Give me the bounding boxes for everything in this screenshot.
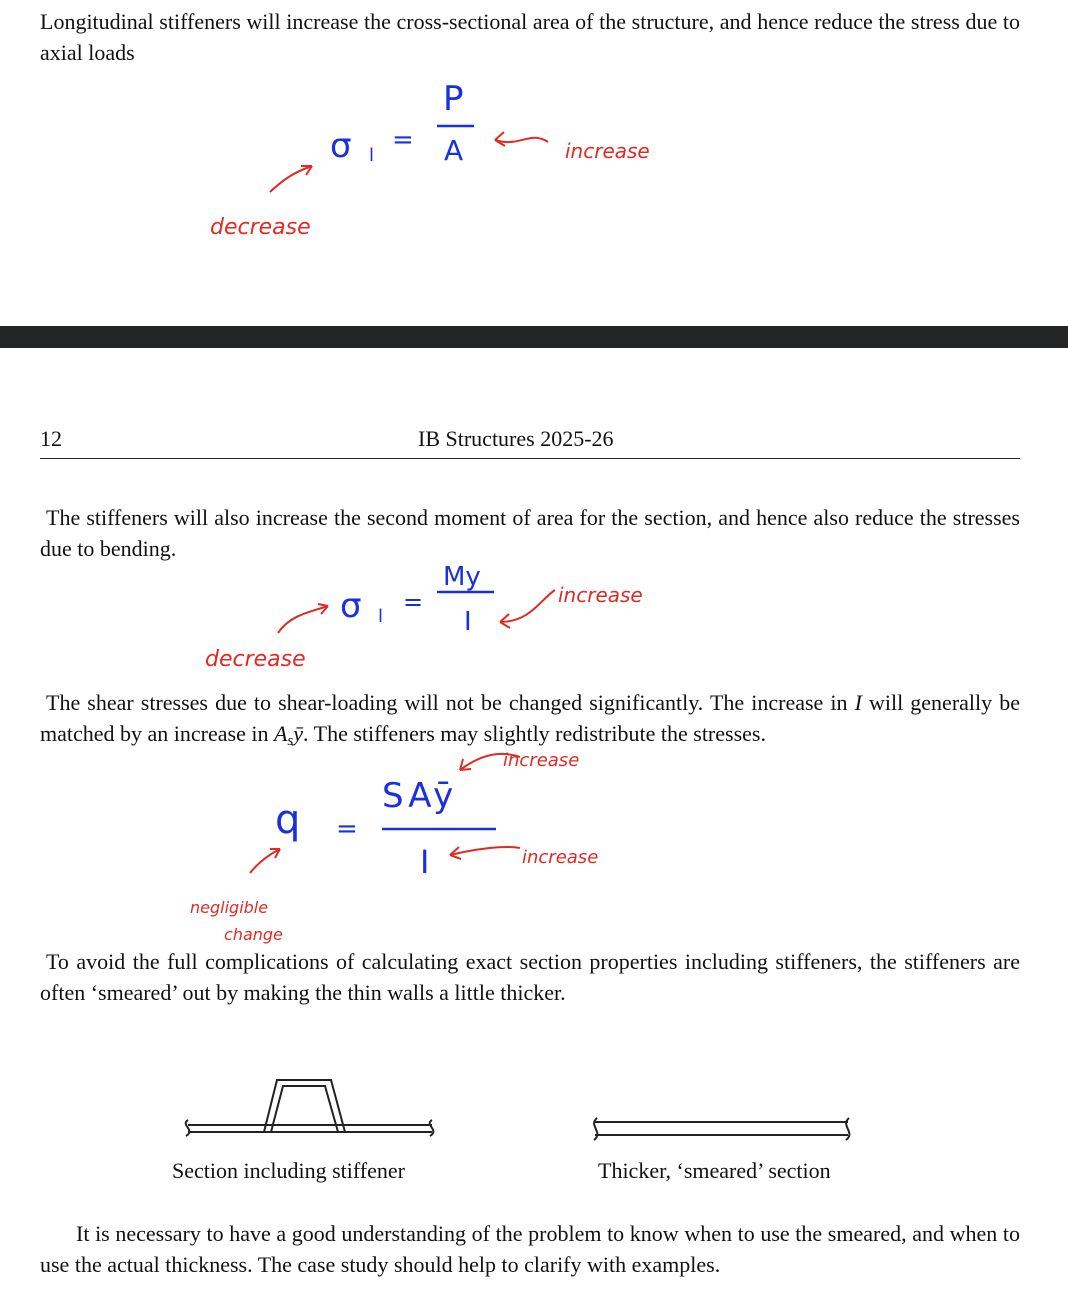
- equals-sign: =: [403, 588, 424, 616]
- increase-arrow-line: [495, 138, 548, 142]
- section-diagrams: [0, 1070, 1068, 1150]
- axial-stress-equation: [0, 70, 1068, 250]
- denominator-A: A: [444, 134, 464, 167]
- increase-arrow-line: [500, 590, 555, 622]
- increase-bottom-arrow-line: [450, 847, 520, 855]
- equals-sign: =: [336, 814, 358, 844]
- decrease-annotation: decrease: [210, 215, 311, 240]
- negligible-annotation: negligible: [190, 898, 269, 917]
- axial-stress-paragraph: Longitudinal stiffeners will increase the cross-sectional area of the structure, and hence reduce the stress due to axial loads: [40, 9, 1020, 65]
- sigma-subscript: l: [378, 606, 384, 627]
- numerator-SAy: SAȳ: [382, 776, 458, 816]
- page-number: 12: [40, 426, 62, 451]
- equals-sign: =: [392, 125, 414, 155]
- negligible-arrow-line: [250, 849, 280, 873]
- page-title: IB Structures 2025-26: [418, 426, 614, 451]
- shear-paragraph: The shear stresses due to shear-loading will not be changed significantly. The increase in I will generally be matched by an increase in Asȳ. The stiffeners may slightly redistribute the stresses.: [40, 690, 1020, 749]
- smeared-paragraph: To avoid the full complications of calculating exact section properties including stiffeners, the stiffeners are often ‘smeared’ out by making the thin walls a little thicker.: [40, 949, 1020, 1005]
- sigma-subscript: l: [369, 145, 375, 166]
- increase-annotation: increase: [558, 583, 643, 607]
- decrease-annotation: decrease: [205, 647, 306, 672]
- shear-flow-equation: [0, 745, 1068, 945]
- decrease-arrow-line: [270, 166, 312, 192]
- denominator-I: I: [420, 843, 430, 881]
- numerator-My: My: [443, 562, 481, 592]
- sigma-symbol: σ: [340, 586, 362, 626]
- numerator-P: P: [443, 79, 464, 119]
- bending-stress-equation: [0, 560, 1068, 675]
- stiffened-section-diagram: [186, 1080, 434, 1136]
- stiffened-section-caption: Section including stiffener: [172, 1158, 405, 1183]
- increase-top-annotation: increase: [503, 750, 580, 771]
- change-annotation: change: [224, 925, 283, 944]
- increase-bottom-annotation: increase: [522, 847, 599, 868]
- decrease-arrow-line: [278, 606, 328, 633]
- smeared-section-diagram: [594, 1118, 849, 1140]
- closing-paragraph: It is necessary to have a good understanding of the problem to know when to use the smeared, and when to use the actual thickness. The case study should help to clarify with examples.: [40, 1221, 1020, 1277]
- q-symbol: q: [275, 797, 301, 843]
- bending-paragraph: The stiffeners will also increase the second moment of area for the section, and hence also reduce the stresses due to bending.: [40, 505, 1020, 561]
- increase-annotation: increase: [565, 139, 650, 163]
- denominator-I: I: [464, 607, 472, 637]
- smeared-section-caption: Thicker, ‘smeared’ section: [598, 1158, 831, 1183]
- increase-arrow-head: [495, 132, 505, 146]
- page-header: [40, 424, 1020, 459]
- page-divider: [0, 326, 1068, 348]
- sigma-symbol: σ: [330, 126, 352, 166]
